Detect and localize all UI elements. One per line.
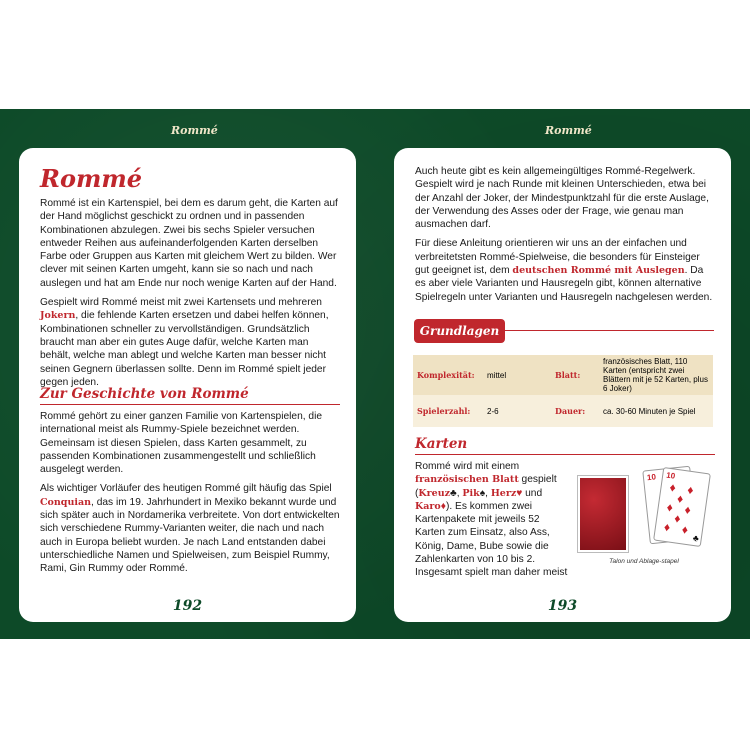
- karo-highlight: Karo: [415, 500, 441, 512]
- history-body: [40, 410, 340, 582]
- pik-highlight: Pik: [462, 487, 480, 499]
- diamond-pip-icon: ♦: [683, 502, 692, 518]
- table-row: [413, 395, 713, 427]
- page-number-left: 192: [172, 598, 203, 614]
- page-number-right: 193: [547, 598, 578, 614]
- running-header-left: Rommé: [171, 124, 218, 137]
- card-index: 10: [646, 472, 657, 483]
- heart-icon: ♥: [516, 487, 523, 499]
- spade-icon: ♠: [479, 487, 486, 499]
- card-back-image: [578, 476, 628, 552]
- text: , die fehlende Karten ersetzen und dabei helfen können, Kombinationen schneller zu vervollständigen. Grundsätzlich braucht man aber ein gutes Auge dafür, welche Karten man behält, welche man ablegt und welche Karten man besser nicht seinen Gegnern überlassen sollte. Denn im Rommé spielt jeder gegen jeden.: [40, 310, 329, 388]
- diamond-pip-icon: ♦: [680, 522, 689, 537]
- text: und: [522, 487, 543, 499]
- variant-highlight: deutschen Rommé mit Auslegen: [512, 265, 685, 277]
- running-header-right: Rommé: [545, 124, 592, 137]
- basics-table: [413, 355, 713, 427]
- spielerzahl-value: 2-6: [483, 395, 551, 427]
- text: . Da es aber viele Varianten und Hausregeln gibt, können alternative Spielregeln unter Varianten und Hausregeln nachgelesen werden.: [415, 265, 713, 303]
- kreuz-highlight: Kreuz: [418, 487, 451, 499]
- text: ). Es kommen zwei Kartenpakete mit jeweils 52 Karten zum Einsatz, also Ass, König, Dame, Bube sowie die Zahlenkarten von 10 bis 2. Insgesamt spielt man daher meist: [415, 500, 568, 579]
- grundlagen-banner: Grundlagen: [414, 319, 505, 343]
- blatt-label: Blatt:: [551, 355, 599, 395]
- history-paragraph-1: Rommé gehört zu einer ganzen Familie von Kartenspielen, die international meist als Rummy-Spiele bezeichnet werden. Gemeinsam ist diesen Spielen, dass Karten gesammelt, zu passenden Kombinationen zusammengestellt und schließlich ausgelegt werden.: [40, 411, 323, 476]
- dauer-label: Dauer:: [551, 395, 599, 427]
- karten-paragraph: [415, 460, 570, 580]
- dauer-value: ca. 30-60 Minuten je Spiel: [599, 395, 713, 427]
- text: ,: [456, 487, 463, 499]
- text: Gespielt wird Rommé meist mit zwei Kartensets und mehreren: [40, 297, 322, 309]
- blatt-value: französisches Blatt, 110 Karten (entspricht zwei Blättern mit je 52 Karten, plus 6 Joker): [599, 355, 713, 395]
- table-row: [413, 355, 713, 395]
- history-heading: Zur Geschichte von Rommé: [40, 386, 340, 405]
- card-caption: Talon und Ablage-stapel: [609, 558, 679, 565]
- club-icon: ♣: [692, 532, 700, 544]
- right-page: [394, 148, 731, 622]
- herz-highlight: Herz: [490, 487, 517, 499]
- text: Als wichtiger Vorläufer des heutigen Rommé gilt häufig das Spiel: [40, 483, 332, 495]
- club-icon: ♣: [450, 487, 457, 499]
- karten-heading: Karten: [415, 436, 715, 455]
- text: ,: [485, 487, 491, 499]
- text: , das im 19. Jahrhundert in Mexiko bekannt wurde und sich später auch in Nordamerika verbreitete. Von dort entwickelten sich verschiedene Rummy-Varianten weiter, die nach und nach auch in Europa beliebt wurden. Je nach Land entstanden dabei unterschiedliche Namen und Spielweisen, zum Beispiel Rummy, Rami, Gin Rummy oder Rommé.: [40, 496, 340, 575]
- komplexitaet-label: Komplexität:: [413, 355, 483, 395]
- conquian-highlight: Conquian: [40, 496, 92, 508]
- variant-paragraph: [415, 237, 715, 303]
- komplexitaet-value: mittel: [483, 355, 551, 395]
- blatt-highlight: französischen Blatt: [415, 474, 519, 486]
- left-page: [19, 148, 356, 622]
- joker-paragraph: [40, 296, 340, 389]
- diamond-pip-icon: ♦: [668, 480, 677, 495]
- intro-paragraph: Rommé ist ein Kartenspiel, bei dem es darum geht, die Karten auf der Hand möglichst geschickt zu ordnen und in passenden Kombinationen abzulegen. Zwei bis sechs Spieler versuchen entweder Reihen aus aufeinanderfolgenden Karten derselben Farbe oder Gruppen aus Karten mit gleichem Wert zu bilden. Wer clever mit seinen Karten umgeht, kann sie so nach und nach auslegen und hat am Ende nur noch wenige Karten auf der Hand.: [40, 198, 338, 289]
- diamond-pip-icon: ♦: [673, 511, 682, 526]
- page-title: Rommé: [40, 164, 143, 193]
- karten-body: [415, 460, 570, 586]
- diamond-pip-icon: ♦: [665, 499, 674, 515]
- diamond-pip-icon: ♦: [663, 519, 672, 535]
- text: Rommé wird mit einem: [415, 461, 520, 472]
- rules-paragraph: Auch heute gibt es kein allgemeingültiges Rommé-Regelwerk. Gespielt wird je nach Runde mit kleinen Unterschieden, etwa bei der Anzahl der Joker, der Mindestpunktzahl für die erste Auslage, der Verwendung des Asses oder der Frage, wie genau man ausmachen darf.: [415, 166, 709, 231]
- cards-illustration: [574, 458, 714, 598]
- right-body: [415, 165, 715, 310]
- card-index: 10: [665, 470, 676, 481]
- joker-highlight: Jokern: [40, 310, 76, 322]
- history-paragraph-2: [40, 482, 340, 575]
- diamond-icon: ♦: [440, 500, 446, 512]
- text: Für diese Anleitung orientieren wir uns an der einfachen und verbreitetsten Rommé-Spielweise, die besonders für Einsteiger gut geeignet ist, dem: [415, 238, 700, 277]
- diamond-pip-icon: ♦: [686, 482, 695, 498]
- diamond-pip-icon: ♦: [676, 491, 685, 507]
- card-face-diamonds: [653, 467, 711, 547]
- spielerzahl-label: Spielerzahl:: [413, 395, 483, 427]
- left-body: [40, 197, 340, 395]
- text: gespielt (: [415, 474, 557, 499]
